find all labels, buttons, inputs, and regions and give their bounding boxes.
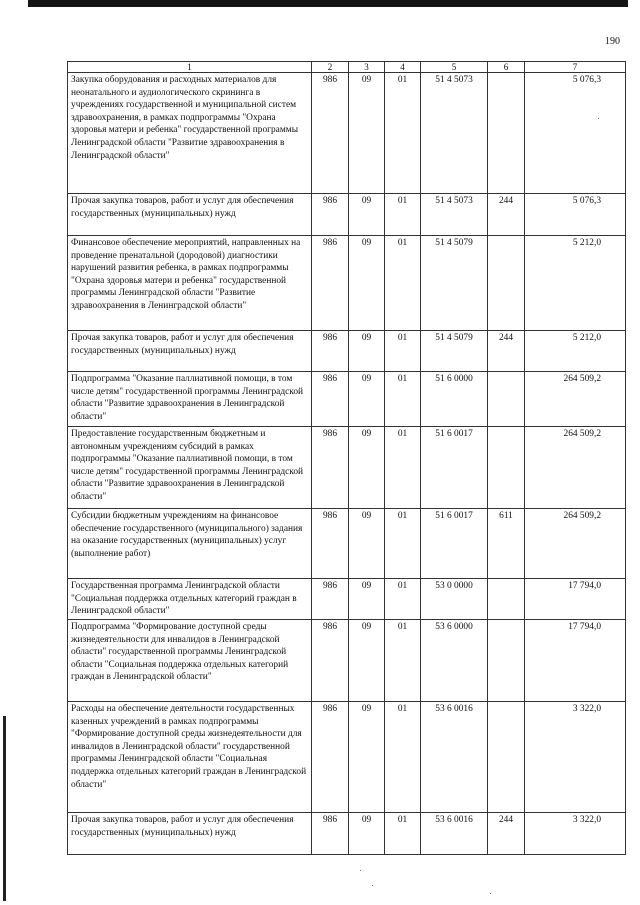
ministry-code: 986 bbox=[312, 73, 349, 194]
item-name: Государственная программа Ленинградской области "Социальная поддержка отдельных категорий граждан в Ленинградской области" bbox=[68, 579, 312, 620]
target-article: 51 6 0017 bbox=[421, 427, 488, 509]
target-article: 53 6 0016 bbox=[421, 702, 488, 813]
section-code: 09 bbox=[349, 194, 385, 236]
table-row bbox=[68, 813, 626, 855]
item-name: Предоставление государственным бюджетным и автономным учреждениям субсидий в рамках подпрограммы "Оказание паллиативной помощи, в том числе детям" государственной программы Ленинградской области "Развитие здравоохранения в Ленинградской области" bbox=[68, 427, 312, 509]
subsection-code: 01 bbox=[385, 702, 421, 813]
expense-type bbox=[488, 702, 525, 813]
ministry-code: 986 bbox=[312, 331, 349, 372]
budget-table bbox=[67, 61, 626, 855]
amount: 3 322,0 bbox=[525, 702, 626, 813]
target-article: 51 4 5079 bbox=[421, 331, 488, 372]
amount: 17 794,0 bbox=[525, 579, 626, 620]
table-row bbox=[68, 579, 626, 620]
amount: 5 076,3 bbox=[525, 194, 626, 236]
target-article: 53 6 0016 bbox=[421, 813, 488, 855]
expense-type: 611 bbox=[488, 509, 525, 579]
expense-type bbox=[488, 620, 525, 702]
amount: 264 509,2 bbox=[525, 509, 626, 579]
header-cell: 2 bbox=[312, 62, 349, 73]
amount: 5 076,3 bbox=[525, 73, 626, 194]
expense-type: 244 bbox=[488, 813, 525, 855]
ministry-code: 986 bbox=[312, 236, 349, 331]
section-code: 09 bbox=[349, 73, 385, 194]
subsection-code: 01 bbox=[385, 509, 421, 579]
expense-type bbox=[488, 236, 525, 331]
item-name: Подпрограмма "Оказание паллиативной помощи, в том числе детям" государственной программы Ленинградской области "Развитие здравоохранения в Ленинградской области" bbox=[68, 372, 312, 427]
ministry-code: 986 bbox=[312, 702, 349, 813]
subsection-code: 01 bbox=[385, 236, 421, 331]
page-number: 190 bbox=[605, 36, 620, 47]
amount: 5 212,0 bbox=[525, 331, 626, 372]
header-row bbox=[68, 62, 626, 73]
table-row bbox=[68, 372, 626, 427]
table-row bbox=[68, 194, 626, 236]
scan-speck bbox=[360, 870, 361, 871]
section-code: 09 bbox=[349, 372, 385, 427]
scan-speck bbox=[372, 885, 373, 886]
subsection-code: 01 bbox=[385, 579, 421, 620]
section-code: 09 bbox=[349, 331, 385, 372]
header-cell: 7 bbox=[525, 62, 626, 73]
section-code: 09 bbox=[349, 813, 385, 855]
header-cell: 3 bbox=[349, 62, 385, 73]
subsection-code: 01 bbox=[385, 73, 421, 194]
item-name: Субсидии бюджетным учреждениям на финансовое обеспечение государственного (муниципального) задания на оказание государственных (муниципальных) услуг (выполнение работ) bbox=[68, 509, 312, 579]
scan-edge-mark bbox=[3, 716, 6, 901]
header-cell: 5 bbox=[421, 62, 488, 73]
item-name: Прочая закупка товаров, работ и услуг для обеспечения государственных (муниципальных) нужд bbox=[68, 813, 312, 855]
subsection-code: 01 bbox=[385, 813, 421, 855]
table-row bbox=[68, 73, 626, 194]
item-name: Расходы на обеспечение деятельности государственных казенных учреждений в рамках подпрограммы "Формирование доступной среды жизнедеятельности для инвалидов в Ленинградской области" государственной программы Ленинградской области "Социальная поддержка отдельных категорий граждан в Ленинградской области" bbox=[68, 702, 312, 813]
expense-type bbox=[488, 579, 525, 620]
subsection-code: 01 bbox=[385, 194, 421, 236]
table-row bbox=[68, 620, 626, 702]
expense-type bbox=[488, 372, 525, 427]
item-name: Закупка оборудования и расходных материалов для неонатального и аудиологического скрининга в учреждениях государственной и муниципальной систем здравоохранения, в рамках подпрограммы "Охрана здоровья матери и ребенка" государственной программы Ленинградской области "Развитие здравоохранения в Ленинградской области" bbox=[68, 73, 312, 194]
item-name: Финансовое обеспечение мероприятий, направленных на проведение пренатальной (дородовой) диагностики нарушений развития ребенка, в рамках подпрограммы "Охрана здоровья матери и ребенка" государственной программы Ленинградской области "Развитие здравоохранения в Ленинградской области" bbox=[68, 236, 312, 331]
scan-top-border bbox=[28, 0, 628, 7]
table-row bbox=[68, 509, 626, 579]
target-article: 51 6 0017 bbox=[421, 509, 488, 579]
ministry-code: 986 bbox=[312, 620, 349, 702]
section-code: 09 bbox=[349, 236, 385, 331]
amount: 17 794,0 bbox=[525, 620, 626, 702]
amount: 5 212,0 bbox=[525, 236, 626, 331]
amount: 264 509,2 bbox=[525, 427, 626, 509]
target-article: 53 0 0000 bbox=[421, 579, 488, 620]
expense-type: 244 bbox=[488, 331, 525, 372]
section-code: 09 bbox=[349, 579, 385, 620]
expense-type bbox=[488, 73, 525, 194]
table-row bbox=[68, 702, 626, 813]
subsection-code: 01 bbox=[385, 372, 421, 427]
target-article: 51 4 5073 bbox=[421, 194, 488, 236]
ministry-code: 986 bbox=[312, 579, 349, 620]
expense-type bbox=[488, 427, 525, 509]
scan-speck bbox=[490, 893, 491, 894]
ministry-code: 986 bbox=[312, 372, 349, 427]
target-article: 51 4 5079 bbox=[421, 236, 488, 331]
expense-type: 244 bbox=[488, 194, 525, 236]
item-name: Подпрограмма "Формирование доступной среды жизнедеятельности для инвалидов в Ленинградской области" государственной программы Ленинградской области "Социальная поддержка отдельных категорий граждан в Ленинградской области" bbox=[68, 620, 312, 702]
table-row bbox=[68, 331, 626, 372]
subsection-code: 01 bbox=[385, 620, 421, 702]
table-row bbox=[68, 427, 626, 509]
amount: 264 509,2 bbox=[525, 372, 626, 427]
ministry-code: 986 bbox=[312, 194, 349, 236]
target-article: 53 6 0000 bbox=[421, 620, 488, 702]
ministry-code: 986 bbox=[312, 509, 349, 579]
scan-speck bbox=[598, 118, 599, 119]
subsection-code: 01 bbox=[385, 427, 421, 509]
header-cell: 4 bbox=[385, 62, 421, 73]
target-article: 51 4 5073 bbox=[421, 73, 488, 194]
amount: 3 322,0 bbox=[525, 813, 626, 855]
ministry-code: 986 bbox=[312, 813, 349, 855]
table-row bbox=[68, 236, 626, 331]
target-article: 51 6 0000 bbox=[421, 372, 488, 427]
header-cell: 1 bbox=[68, 62, 312, 73]
section-code: 09 bbox=[349, 509, 385, 579]
item-name: Прочая закупка товаров, работ и услуг для обеспечения государственных (муниципальных) нужд bbox=[68, 331, 312, 372]
item-name: Прочая закупка товаров, работ и услуг для обеспечения государственных (муниципальных) нужд bbox=[68, 194, 312, 236]
ministry-code: 986 bbox=[312, 427, 349, 509]
section-code: 09 bbox=[349, 702, 385, 813]
header-cell: 6 bbox=[488, 62, 525, 73]
section-code: 09 bbox=[349, 620, 385, 702]
subsection-code: 01 bbox=[385, 331, 421, 372]
section-code: 09 bbox=[349, 427, 385, 509]
